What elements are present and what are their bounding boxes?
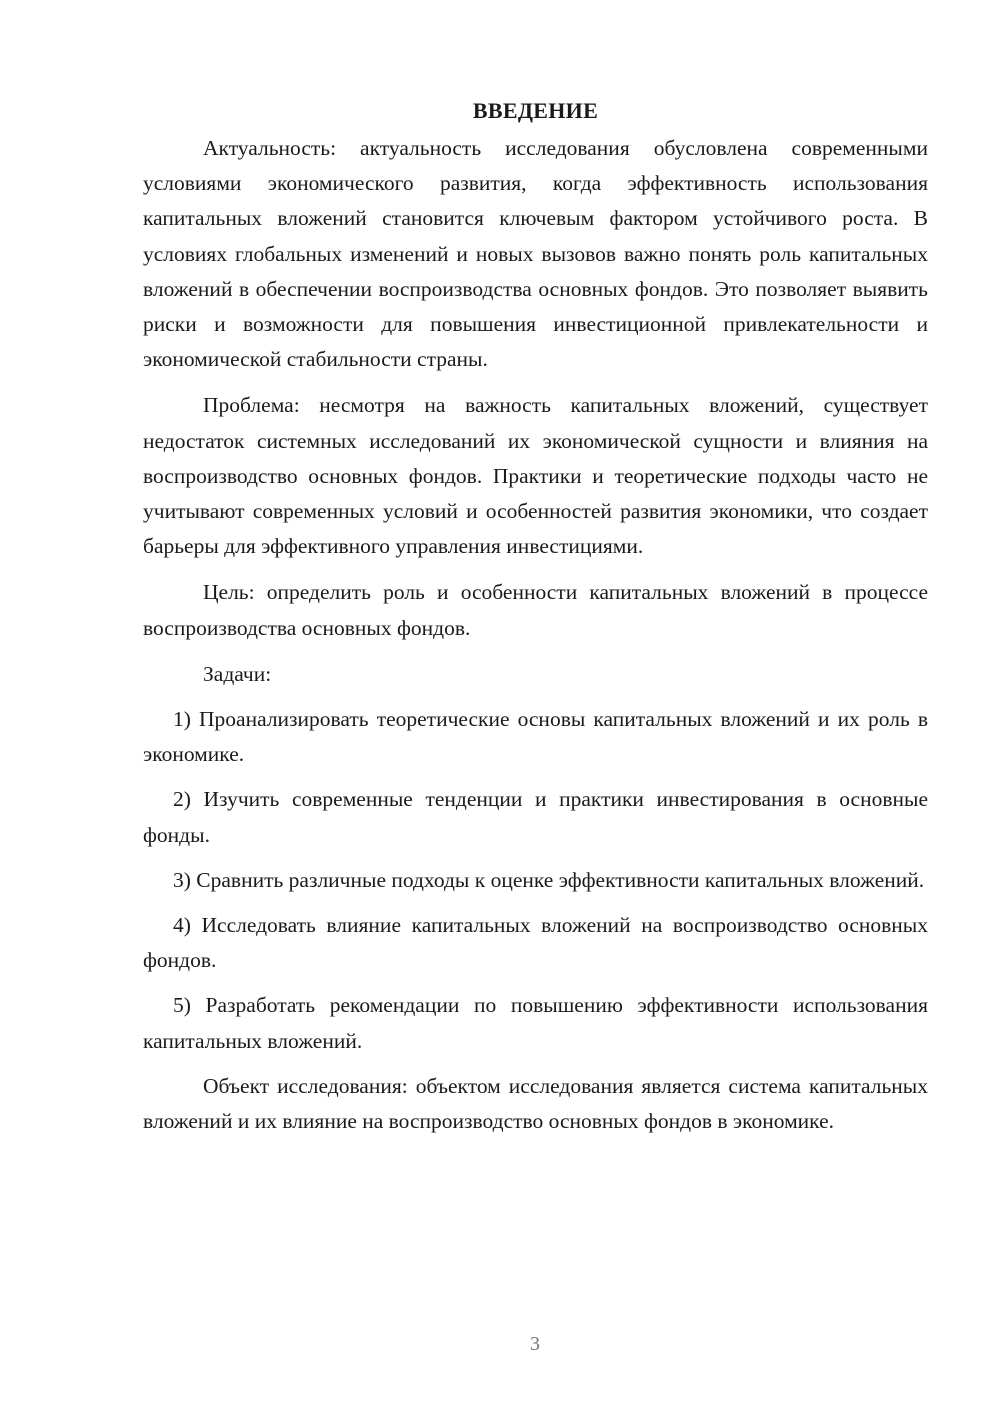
list-item: 2) Изучить современные тенденции и практики инвестирования в основные фонды.: [143, 787, 928, 847]
list-item: 4) Исследовать влияние капитальных вложений на воспроизводство основных фондов.: [143, 913, 928, 973]
page-title: ВВЕДЕНИЕ: [472, 98, 599, 123]
list-item: 3) Сравнить различные подходы к оценке эффективности капитальных вложений.: [173, 867, 925, 892]
paragraph-research-object: Объект исследования: объектом исследования является система капитальных вложений и их влияние на воспроизводство основных фондов в экономике.: [143, 1073, 928, 1134]
paragraph-goal: Цель: определить роль и особенности капитальных вложений в процессе воспроизводства основных фондов.: [143, 580, 928, 640]
document-page: [143, 96, 928, 1139]
page-number: 3: [530, 1333, 540, 1355]
list-item: 1) Проанализировать теоретические основы капитальных вложений и их роль в экономике.: [143, 707, 928, 767]
list-item: 5) Разработать рекомендации по повышению эффективности использования капитальных вложений.: [143, 993, 928, 1053]
tasks-heading: Задачи:: [203, 661, 272, 686]
paragraph-relevance: Актуальность: актуальность исследования обусловлена современными условиями экономического развития, когда эффективность использования капитальных вложений становится ключевым фактором устойчивого роста. В условиях глобальных изменений и новых вызовов важно понять роль капитальных вложений в обеспечении воспроизводства основных фондов. Это позволяет выявить риски и возможности для повышения инвестиционной привлекательности и экономической стабильности страны.: [143, 136, 928, 372]
paragraph-problem: Проблема: несмотря на важность капитальных вложений, существует недостаток системных исследований их экономической сущности и влияния на воспроизводство основных фондов. Практики и теоретические подходы часто не учитывают современных условий и особенностей развития экономики, что создает барьеры для эффективного управления инвестициями.: [143, 393, 928, 559]
tasks-list: [143, 702, 928, 1059]
